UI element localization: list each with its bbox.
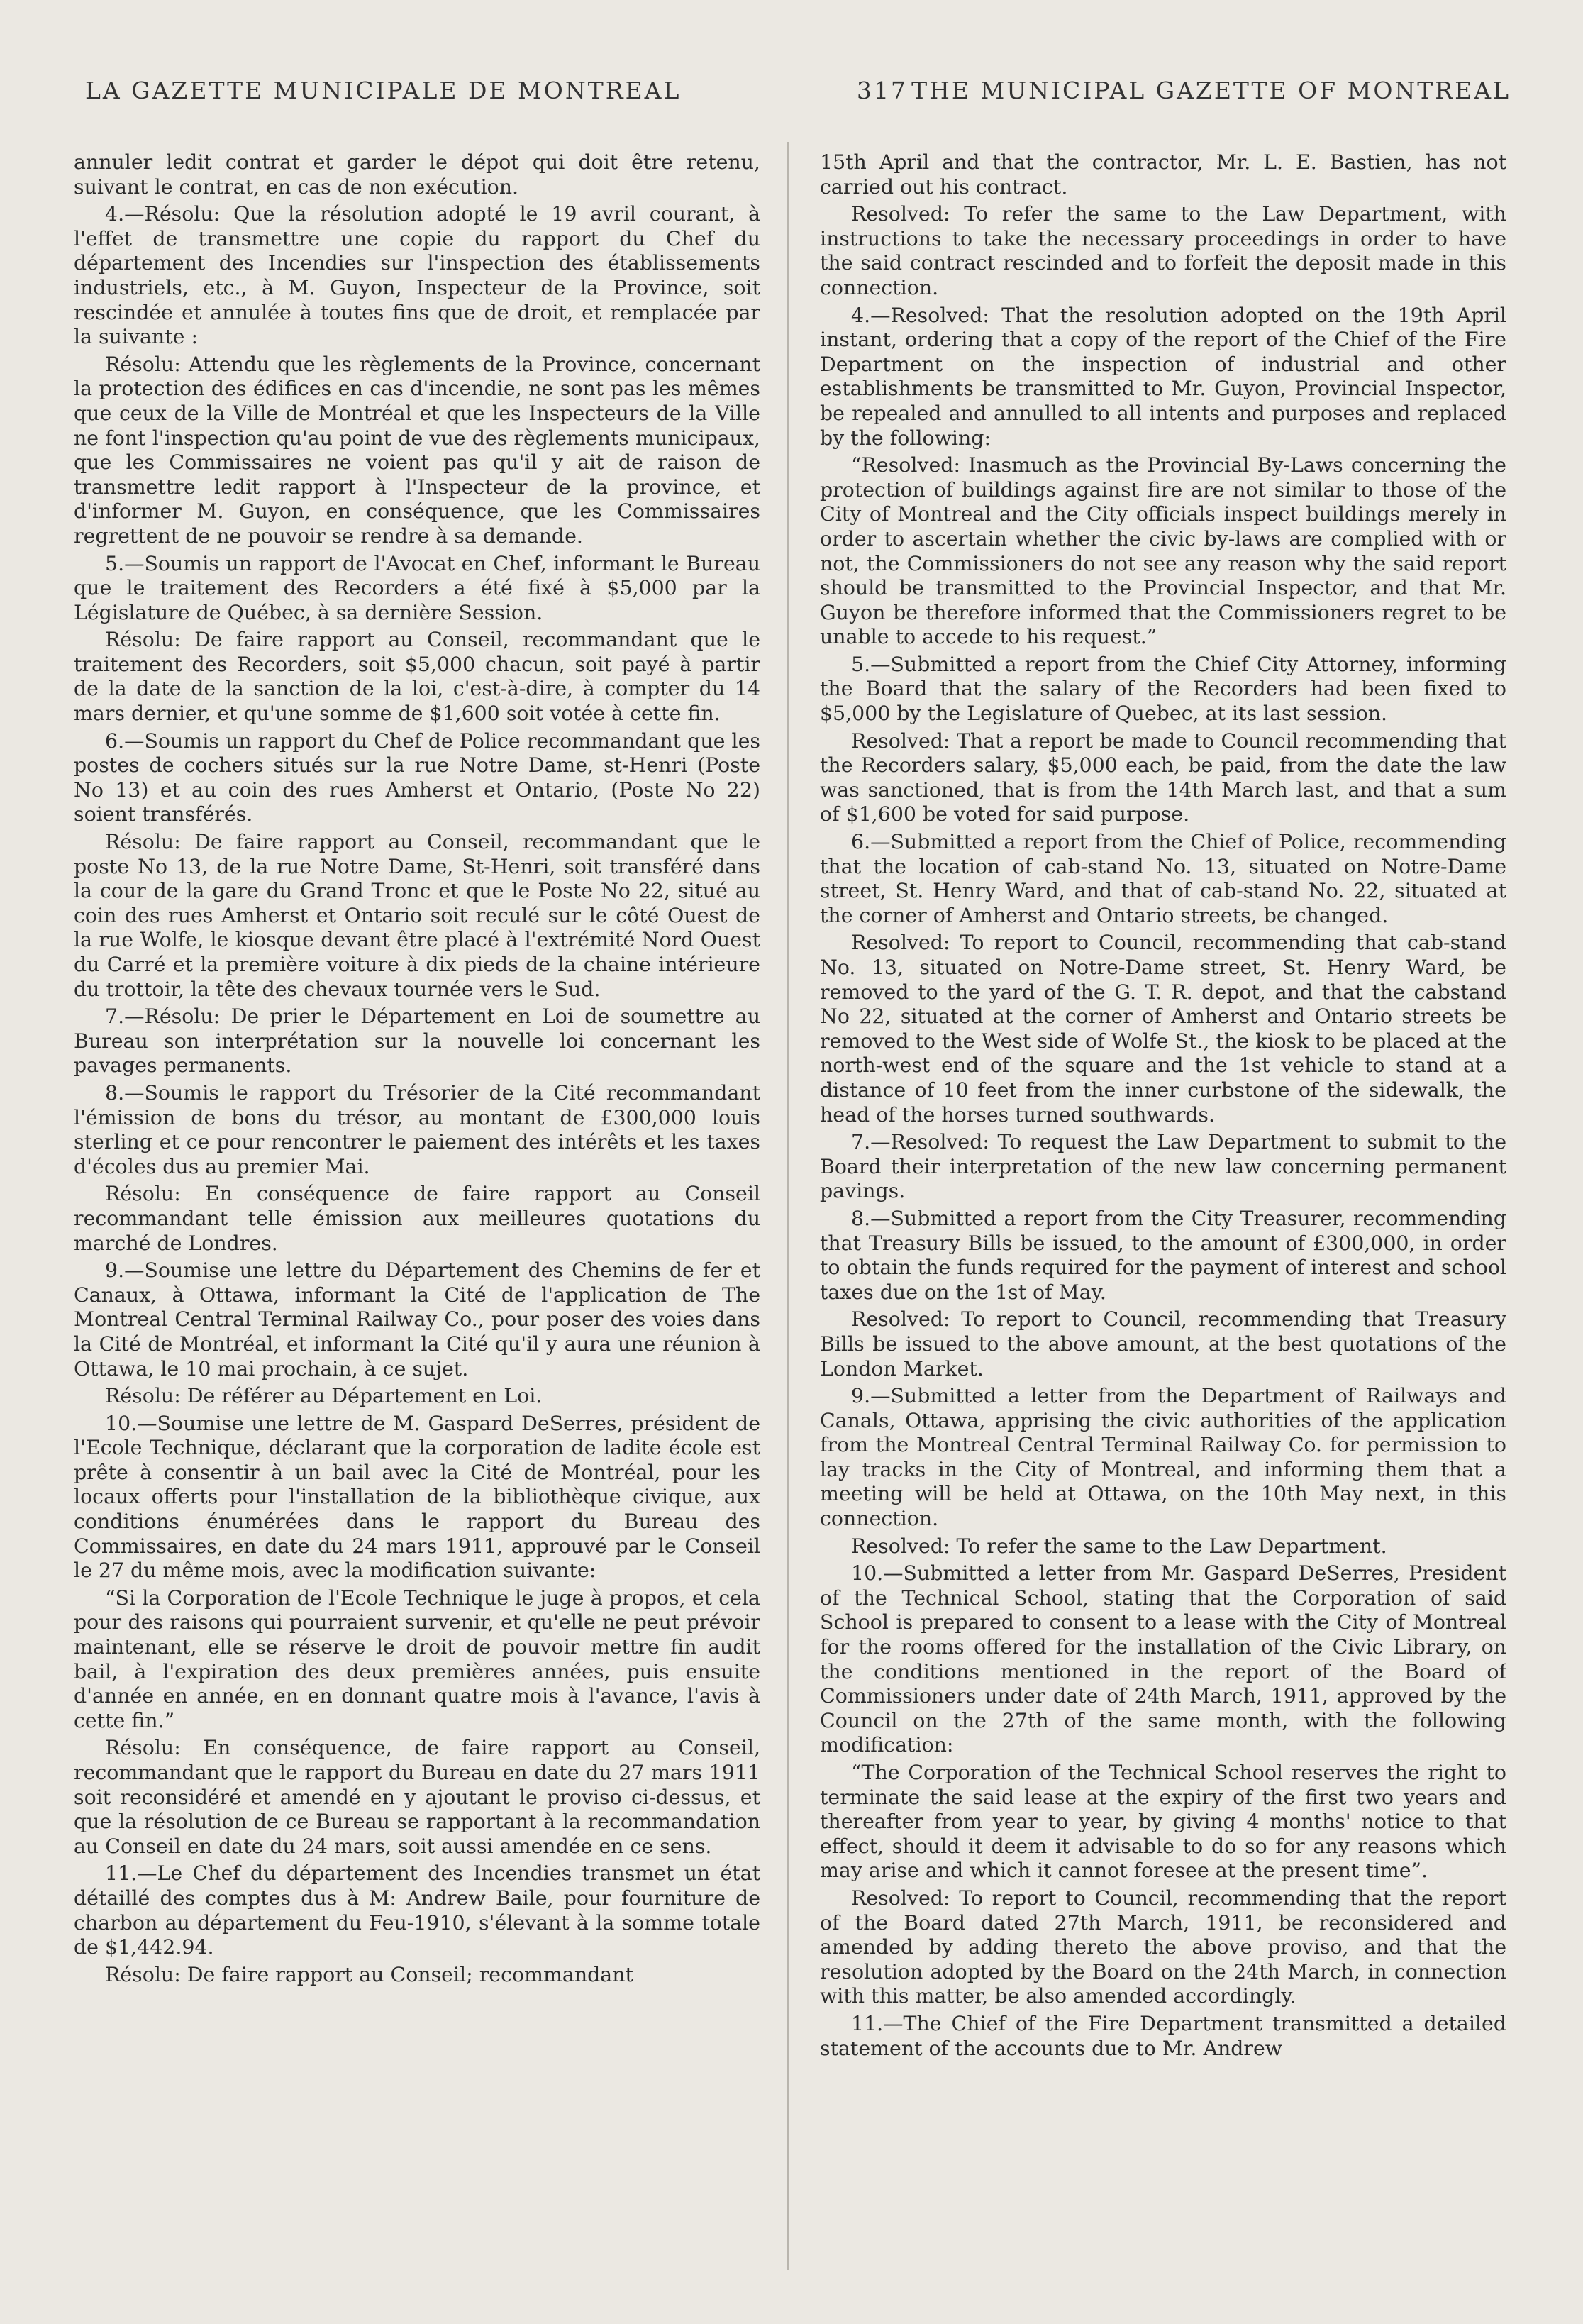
- header-title-english: THE MUNICIPAL GAZETTE OF MONTREAL: [911, 77, 1511, 104]
- page-header: [85, 77, 1511, 119]
- paragraph: Résolu: De faire rapport au Conseil, recommandant que le poste No 13, de la rue Notre Dame, St-Henri, soit transféré dans la cour de la gare du Grand Tronc et que le Poste No 22, situé au coin des rues Amherst et Ontario soit reculé sur le côté Ouest de la rue Wolfe, le kiosque devant être placé à l'extrémité Nord Ouest du Carré et la première voiture à dix pieds de la chaine intérieure du trottoir, la tête des chevaux tournée vers le Sud.: [74, 830, 760, 1001]
- english-column: [820, 150, 1506, 2286]
- paragraph: 8.—Soumis le rapport du Trésorier de la Cité recommandant l'émission de bons du trésor, au montant de £300,000 louis sterling et ce pour rencontrer le paiement des intérêts et les taxes d'écoles dus au premier Mai.: [74, 1080, 760, 1178]
- paragraph: 6.—Submitted a report from the Chief of Police, recommending that the location of cab-stand No. 13, situated on Notre-Dame street, St. Henry Ward, and that of cab-stand No. 22, situated at the corner of Amherst and Ontario streets, be changed.: [820, 830, 1506, 927]
- paragraph: 9.—Soumise une lettre du Département des Chemins de fer et Canaux, à Ottawa, informant la Cité de l'application de The Montreal Central Terminal Railway Co., pour poser des voies dans la Cité de Montréal, et informant la Cité qu'il y aura une réunion à Ottawa, le 10 mai prochain, à ce sujet.: [74, 1258, 760, 1380]
- paragraph: 7.—Résolu: De prier le Département en Loi de soumettre au Bureau son interprétation sur la nouvelle loi concernant les pavages permanents.: [74, 1005, 760, 1078]
- paragraph: “Si la Corporation de l'Ecole Technique le juge à propos, et cela pour des raisons qui pourraient survenir, et qu'elle ne peut prévoir maintenant, elle se réserve le droit de pouvoir mettre fin audit bail, à l'expiration des deux premières années, puis ensuite d'année en année, en en donnant quatre mois à l'avance, l'avis à cette fin.”: [74, 1586, 760, 1732]
- paragraph: Resolved: To refer the same to the Law Department.: [851, 1534, 1387, 1558]
- page-number: 317: [857, 77, 908, 104]
- paragraph: 15th April and that the contractor, Mr. L. E. Bastien, has not carried out his contract.: [820, 150, 1506, 199]
- paragraph: 11.—The Chief of the Fire Department transmitted a detailed statement of the accounts due to Mr. Andrew: [820, 2011, 1506, 2060]
- paragraph: Resolved: That a report be made to Council recommending that the Recorders salary, $5,000 each, be paid, from the date the law was sanctioned, that is from the 14th March last, and that a sum of $1,600 be voted for said purpose.: [820, 729, 1506, 826]
- paragraph: 6.—Soumis un rapport du Chef de Police recommandant que les postes de cochers situés sur la rue Notre Dame, st-Henri (Poste No 13) et au coin des rues Amherst et Ontario, (Poste No 22) soient transférés.: [74, 729, 760, 826]
- paragraph: Résolu: Attendu que les règlements de la Province, concernant la protection des édifices en cas d'incendie, ne sont pas les mêmes que ceux de la Ville de Montréal et que les Inspecteurs de la Ville ne font l'inspection qu'au point de vue des règlements municipaux, que les Commissaires ne voient pas qu'il y ait de raison de transmettre ledit rapport à l'Inspecteur de la province, et d'informer M. Guyon, en conséquence, que les Commissaires regrettent de ne pouvoir se rendre à sa demande.: [74, 352, 760, 548]
- paragraph: Résolu: De référer au Département en Loi.: [105, 1384, 543, 1408]
- paragraph: Resolved: To report to Council, recommending that Treasury Bills be issued to the above amount, at the best quotations of the London Market.: [820, 1307, 1506, 1380]
- paragraph: 7.—Resolved: To request the Law Department to submit to the Board their interpretation of the new law concerning permanent pavings.: [820, 1130, 1506, 1203]
- paragraph: “Resolved: Inasmuch as the Provincial By-Laws concerning the protection of buildings against fire are not similar to those of the City of Montreal and the City officials inspect buildings merely in order to ascertain whether the civic by-laws are complied with or not, the Commissioners do not see any reason why the said report should be transmitted to the Provincial Inspector, and that Mr. Guyon be therefore informed that the Commissioners regret to be unable to accede to his request.”: [820, 453, 1506, 649]
- paragraph: Résolu: En conséquence de faire rapport au Conseil recommandant telle émission aux meilleures quotations du marché de Londres.: [74, 1182, 760, 1255]
- paragraph: “The Corporation of the Technical School reserves the right to terminate the said lease at the expiry of the first two years and thereafter from year to year, by giving 4 months' notice to that effect, should it deem it advisable to do so for any reasons which may arise and which it cannot foresee at the present time”.: [820, 1761, 1506, 1883]
- paragraph: 10.—Soumise une lettre de M. Gaspard DeSerres, président de l'Ecole Technique, déclarant que la corporation de ladite école est prête à consentir à un bail avec la Cité de Montréal, pour les locaux offerts pour l'installation de la bibliothèque civique, aux conditions énumérées dans le rapport du Bureau des Commissaires, en date du 24 mars 1911, approuvé par le Conseil le 27 du même mois, avec la modification suivante:: [74, 1411, 760, 1583]
- paragraph: 8.—Submitted a report from the City Treasurer, recommending that Treasury Bills be issued, to the amount of £300,000, in order to obtain the funds required for the payment of interest and school taxes due on the 1st of May.: [820, 1206, 1506, 1304]
- paragraph: Résolu: De faire rapport au Conseil; recommandant: [105, 1962, 633, 1986]
- paragraph: 4.—Résolu: Que la résolution adopté le 19 avril courant, à l'effet de transmettre une copie du rapport du Chef du département des Incendies sur l'inspection des établissements industriels, etc., à M. Guyon, Inspecteur de la Province, soit rescindée et annulée à toutes fins que de droit, et remplacée par la suivante :: [74, 202, 760, 349]
- paragraph: Résolu: De faire rapport au Conseil, recommandant que le traitement des Recorders, soit $5,000 chacun, soit payé à partir de la date de la sanction de la loi, c'est-à-dire, à compter du 14 mars dernier, et qu'une somme de $1,600 soit votée à cette fin.: [74, 628, 760, 726]
- paragraph: 9.—Submitted a letter from the Department of Railways and Canals, Ottawa, apprising the civic authorities of the application from the Montreal Central Terminal Railway Co. for permission to lay tracks in the City of Montreal, and informing them that a meeting will be held at Ottawa, on the 10th May next, in this connection.: [820, 1384, 1506, 1531]
- column-divider: [787, 142, 789, 2270]
- paragraph: annuler ledit contrat et garder le dépot qui doit être retenu, suivant le contrat, en cas de non exécution.: [74, 150, 760, 199]
- french-column: [74, 150, 760, 2286]
- paragraph: 4.—Resolved: That the resolution adopted on the 19th April instant, ordering that a copy of the report of the Chief of the Fire Department on the inspection of industrial and other establishments be transmitted to Mr. Guyon, Provincial Inspector, be repealed and annulled to all intents and purposes and replaced by the following:: [820, 303, 1506, 450]
- paragraph: 5.—Soumis un rapport de l'Avocat en Chef, informant le Bureau que le traitement des Recorders a été fixé à $5,000 par la Législature de Québec, à sa dernière Session.: [74, 551, 760, 624]
- paragraph: Résolu: En conséquence, de faire rapport au Conseil, recommandant que le rapport du Bureau en date du 27 mars 1911 soit reconsidéré et amendé en y ajoutant le proviso ci-dessus, et que la résolution de ce Bureau se rapportant à la recommandation au Conseil en date du 24 mars, soit aussi amendée en ce sens.: [74, 1736, 760, 1858]
- paragraph: Resolved: To report to Council, recommending that the report of the Board dated 27th March, 1911, be reconsidered and amended by adding thereto the above proviso, and that the resolution adopted by the Board on the 24th March, in connection with this matter, be also amended accordingly.: [820, 1886, 1506, 2008]
- paragraph: Resolved: To refer the same to the Law Department, with instructions to take the necessary proceedings in order to have the said contract rescinded and to forfeit the deposit made in this connection.: [820, 202, 1506, 299]
- paragraph: 10.—Submitted a letter from Mr. Gaspard DeSerres, President of the Technical School, stating that the Corporation of said School is prepared to consent to a lease with the City of Montreal for the rooms offered for the installation of the Civic Library, on the conditions mentioned in the report of the Board of Commissioners under date of 24th March, 1911, approved by the Council on the 27th of the same month, with the following modification:: [820, 1561, 1506, 1757]
- header-title-french: LA GAZETTE MUNICIPALE DE MONTREAL: [85, 77, 682, 104]
- paragraph: 11.—Le Chef du département des Incendies transmet un état détaillé des comptes dus à M: Andrew Baile, pour fourniture de charbon au département du Feu-1910, s'élevant à la somme totale de $1,442.94.: [74, 1861, 760, 1959]
- paragraph: 5.—Submitted a report from the Chief City Attorney, informing the Board that the salary of the Recorders had been fixed to $5,000 by the Legislature of Quebec, at its last session.: [820, 652, 1506, 726]
- paragraph: Resolved: To report to Council, recommending that cab-stand No. 13, situated on Notre-Dame street, St. Henry Ward, be removed to the yard of the G. T. R. depot, and that the cabstand No 22, situated at the corner of Amherst and Ontario streets be removed to the West side of Wolfe St., the kiosk to be placed at the north-west end of the square and the 1st vehicle to stand at a distance of 10 feet from the inner curbstone of the sidewalk, the head of the horses turned southwards.: [820, 931, 1506, 1127]
